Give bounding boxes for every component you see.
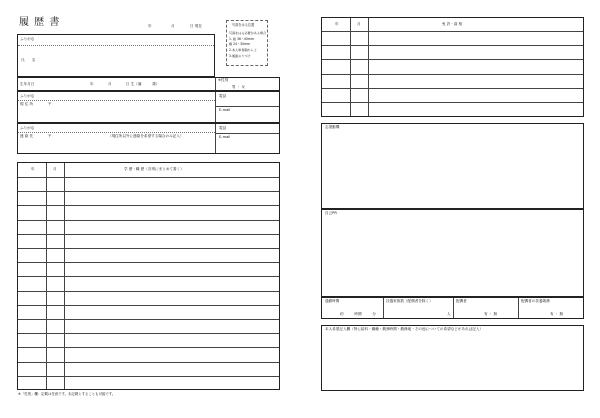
license-col-month: 月 [357,22,361,26]
history-row[interactable] [18,291,279,305]
photo-line: 2.本人単身胸から上 [229,48,257,52]
resume-title: 履 歴 書 [19,17,61,28]
contact-phone-label: 電話 [219,126,227,130]
license-col-year: 年 [335,22,339,26]
birth-date-field[interactable]: 年 月 日 生（満 歳） [90,82,160,86]
date-day-as-of[interactable]: 日 現在 [190,24,202,28]
history-row[interactable] [18,262,279,276]
self-pr-box[interactable] [321,209,584,297]
spouse-label: 配偶者 [456,299,467,303]
history-row[interactable] [18,177,279,191]
license-row[interactable] [322,59,583,73]
spouse-support-label: 配偶者の扶養義務 [521,299,550,303]
dependents-field[interactable]: 人 [447,312,451,316]
date-month[interactable]: 月 [171,24,175,28]
commute-time-label: 通勤時間 [325,299,340,303]
address-postal[interactable]: 〒 [48,102,52,106]
history-row[interactable] [18,191,279,205]
history-row[interactable] [18,362,279,376]
motivation-box[interactable] [321,123,584,209]
name-label: 氏 名 [21,58,36,62]
spouse-options[interactable]: 有 ・ 無 [484,312,498,316]
contact-furigana-label: ふりがな [20,126,35,130]
history-row[interactable] [18,333,279,347]
address-label: 現 住 所 [20,102,34,106]
photo-line: 3.裏面のりづけ [229,54,251,58]
license-row[interactable] [322,102,583,116]
self-pr-label: 自己PR [325,211,337,215]
contact-postal[interactable]: 〒 [48,134,52,138]
email-label: E-mail [219,108,231,112]
address-block [17,91,280,123]
history-col-year: 年 [31,167,35,171]
photo-line: 写真をはる位置 [232,23,255,27]
contact-block [17,123,280,154]
photo-area[interactable] [226,20,268,66]
name-furigana-label: ふりがな [20,37,35,41]
contact-email-label: E-mail [219,135,231,139]
photo-line: 横 24～30mm [229,42,251,46]
history-row[interactable] [18,276,279,290]
commute-family-row [321,297,584,319]
address-furigana-label: ふりがな [20,94,35,98]
license-row[interactable] [322,31,583,45]
motivation-label: 志望動機 [325,125,340,129]
history-col-month: 月 [53,167,57,171]
history-col-detail: 学 歴・職 歴（各別にまとめて書く） [124,167,184,171]
photo-line: 1. 縦 36～40mm [229,37,255,41]
wishes-box[interactable] [321,325,584,391]
wishes-label: 本人希望記入欄（特に給料・職種・勤務時間・勤務地・その他についての希望などがあれば記入） [325,327,484,331]
history-row[interactable] [18,347,279,361]
footnote: ※「性別」欄：記載は任意です。未記載とすることも可能です。 [18,392,116,396]
history-row[interactable] [18,220,279,234]
history-row[interactable] [18,248,279,262]
name-field[interactable] [46,46,214,76]
license-row[interactable] [322,45,583,59]
spouse-support-options[interactable]: 有 ・ 無 [550,312,564,316]
birth-label: 生年月日 [20,82,35,86]
license-col-detail: 免 許・資 格 [442,22,463,26]
photo-line: 写真をはる必要がある場合 [229,31,267,35]
phone-label: 電話 [219,94,227,98]
gender-note: ※性別 [218,78,229,82]
license-table [321,17,584,117]
commute-time-field[interactable]: 約 時間 分 [340,312,376,316]
dependents-label: 扶養家族数（配偶者を除く） [386,299,433,303]
history-row[interactable] [18,205,279,219]
contact-label: 連 絡 先 [20,134,34,138]
gender-options[interactable]: 男 ・ 女 [232,85,246,89]
right-page [300,0,600,418]
history-row[interactable] [18,234,279,248]
name-block [17,34,215,77]
history-table [17,162,280,390]
contact-note: （現住所以外に連絡を希望する場合のみ記入） [108,134,184,138]
date-year[interactable]: 年 [148,24,152,28]
history-row[interactable] [18,319,279,333]
history-row[interactable] [18,376,279,390]
license-row[interactable] [322,74,583,88]
history-row[interactable] [18,305,279,319]
license-row[interactable] [322,88,583,102]
